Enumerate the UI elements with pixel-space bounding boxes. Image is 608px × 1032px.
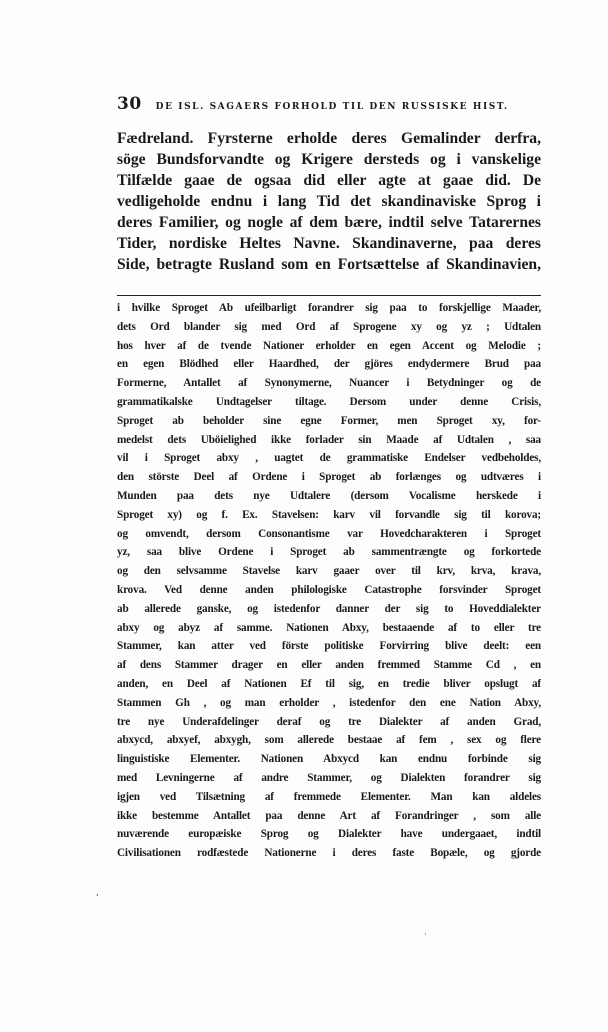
footnote-line: i hvilke Sproget Ab ufeilbarligt forandrer sig paa to forskjellige Maader, [117,302,541,314]
footnote-line: abxycd, abxyef, abxygh, som allerede bestaae af fem , sex og flere [117,734,541,747]
footnote-line: ikke bestemme Antallet paa denne Art af Forandringer , som alle [117,809,541,822]
footnote-line: krova. Ved denne anden philologiske Catastrophe forsvinder Sproget [117,583,541,596]
main-text-line: Tilfælde gaae de ogsaa did eller agte at gaae did. De [117,172,541,189]
margin-speck: , [96,888,99,898]
footnote-line: og omvendt, dersom Consonantisme var Hovedcharakteren i Sproget [117,527,541,540]
footnote-divider [117,295,541,296]
footnote-line: medelst dets Uböielighed ikke forlader sin Maade af Udtalen , saa [117,433,541,446]
footnote-line: nuværende europæiske Sprog og Dialekter have undergaaet, indtil [117,828,541,841]
footnote-line: dets Ord blander sig med Ord af Sprogene xy og yz ; Udtalen [117,320,541,333]
main-text-line: Side, betragte Rusland som en Fortsættelse af Skandinavien, [117,256,541,273]
footnote-line: grammatikalske Undtagelser tiltage. Dersom under denne Crisis, [117,395,541,408]
footnote-line: Sproget ab beholder sine egne Former, men Sproget xy, for- [117,414,541,427]
margin-speck: · [424,930,427,940]
main-text-line: Fædreland. Fyrsterne erholde deres Gemalinder derfra, [117,130,541,147]
footnote-line: Stammen Gh , og man erholder , istedenfor den ene Nation Abxy, [117,696,541,709]
footnote-line: den störste Deel af Ordene i Sproget ab forlænges og udtværes i [117,471,541,484]
main-text-line: Tider, nordiske Heltes Navne. Skandinaverne, paa deres [117,235,541,252]
footnote-line: Stammer, kan atter ved förste politiske Forvirring blive deelt: een [117,640,541,653]
footnote-line: hos hver af de tvende Nationer erholder en egen Accent og Melodie ; [117,339,541,352]
footnote-line: abxy og abyz af samme. Nationen Abxy, bestaaende af to eller tre [117,621,541,634]
page-header [117,94,537,114]
main-text-line: deres Familier, og nogle af dem bære, indtil selve Tatarernes [117,214,541,231]
footnote-line: af dens Stammer drager en eller anden fremmed Stamme Cd , en [117,659,541,672]
footnote-block [117,299,541,863]
footnote-line: ab allerede ganske, og istedenfor danner der sig to Hoveddialekter [117,602,541,615]
footnote-line: yz, saa blive Ordene i Sproget ab sammentrængte og forkortede [117,546,541,559]
footnote-line: anden, en Deel af Nationen Ef til sig, en tredie bliver opslugt af [117,677,541,690]
running-title: DE ISL. SAGAERS FORHOLD TIL DEN RUSSISKE HIST. [155,102,509,112]
footnote-line: Munden paa dets nye Udtalere (dersom Vocalisme herskede i [117,489,541,502]
page-number: 30 [117,94,142,114]
footnote-line: Formerne, Antallet af Synonymerne, Nuancer i Betydninger og de [117,377,541,390]
main-text-line: vedligeholde endnu i lang Tid det skandinaviske Sprog i [117,193,541,210]
footnote-line: Sproget xy) og f. Ex. Stavelsen: karv vil forvandle sig til korova; [117,508,541,521]
footnote-line: en egen Blödhed eller Haardhed, der gjöres endydermere Brud paa [117,358,541,371]
footnote-line: Civilisationen rodfæstede Nationerne i deres faste Bopæle, og gjorde [117,847,541,860]
footnote-line: tre nye Underafdelinger deraf og tre Dialekter af anden Grad, [117,715,541,728]
main-text-block [117,128,541,275]
main-text-line: söge Bundsforvandte og Krigere dersteds og i vanskelige [117,151,541,168]
footnote-line: med Levningerne af andre Stammer, og Dialekten forandrer sig [117,771,541,784]
footnote-line: igjen ved Tilsætning af fremmede Elementer. Man kan aldeles [117,790,541,803]
footnote-line: og den selvsamme Stavelse karv gaaer over til krv, krva, krava, [117,565,541,578]
footnote-line: vil i Sproget abxy , uagtet de grammatiske Endelser vedbeholdes, [117,452,541,465]
footnote-line: linguistiske Elementer. Nationen Abxycd kan endnu forbinde sig [117,753,541,766]
